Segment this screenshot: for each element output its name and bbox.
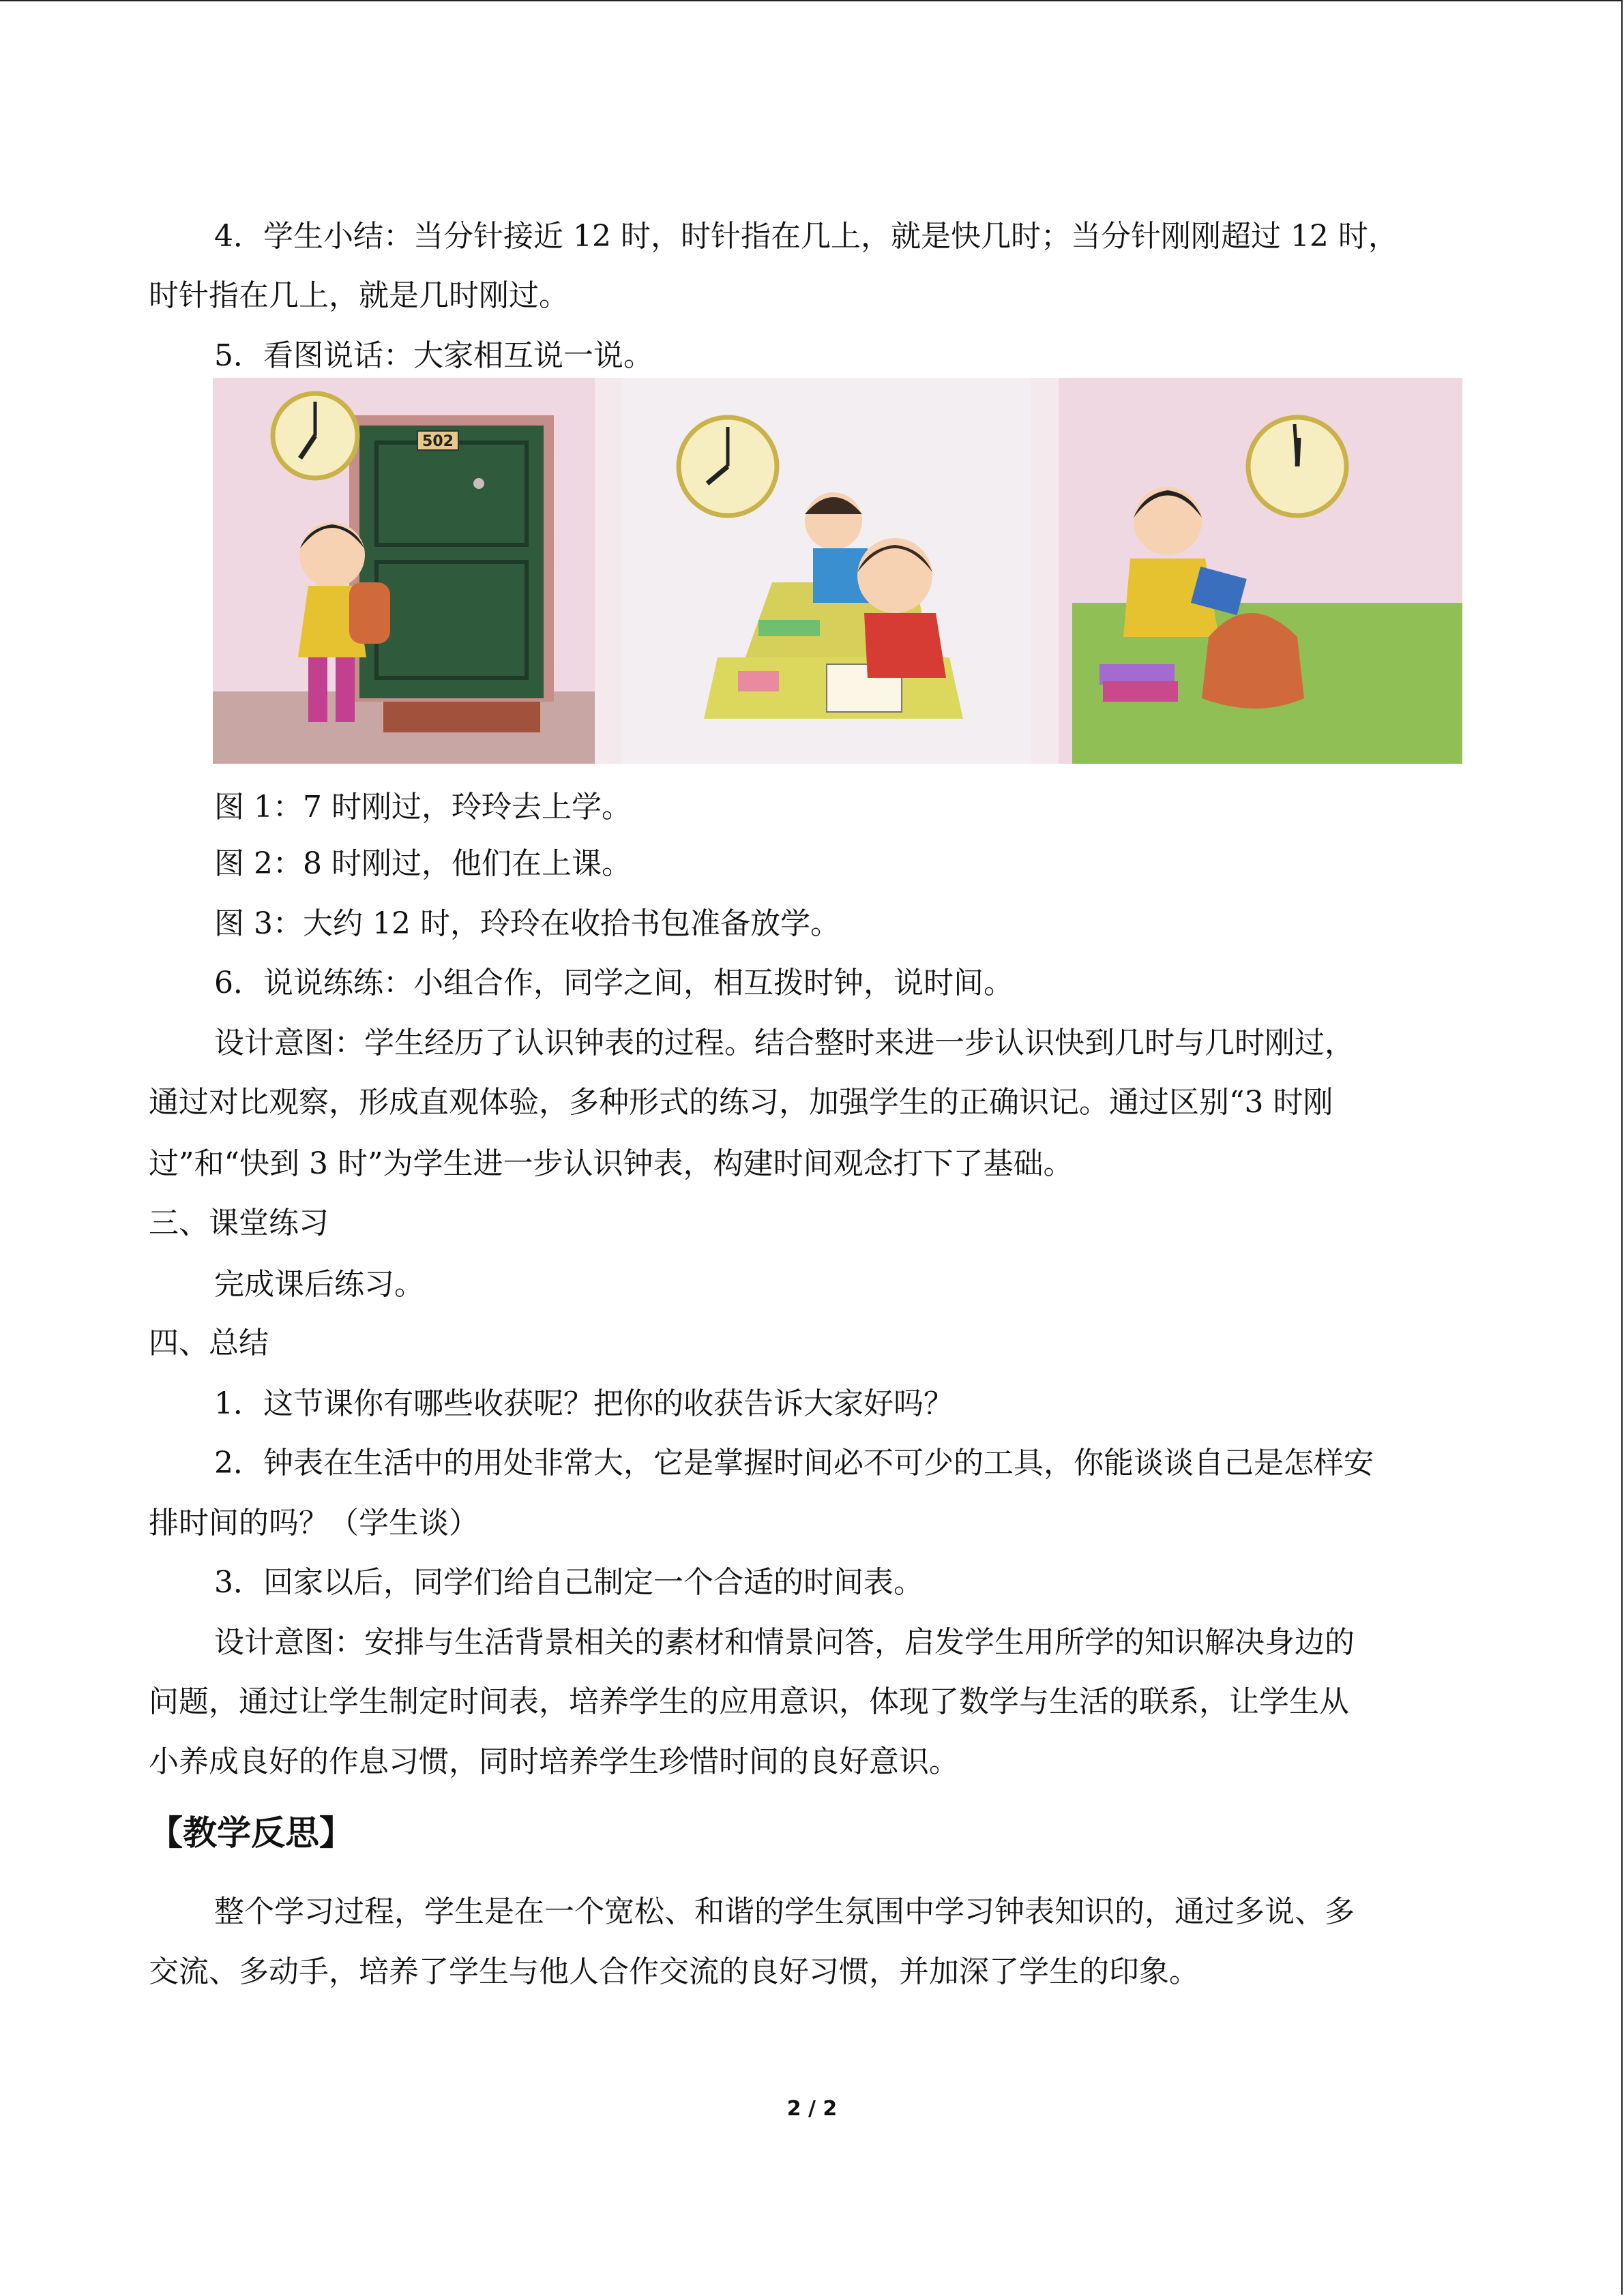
- design-intent-1-line-2: 通过对比观察，形成直观体验，多种形式的练习，加强学生的正确识记。通过区别“3 时刚: [149, 1085, 1333, 1120]
- clock-icon-eight: [679, 417, 777, 516]
- summary-item-1: 1．这节课你有哪些收获呢？把你的收获告诉大家好吗？: [214, 1386, 954, 1421]
- picture-talk-instruction: 5．看图说话：大家相互说一说。: [214, 338, 653, 373]
- caption-figure-2: 图 2：8 时刚过，他们在上课。: [214, 846, 632, 881]
- summary-line-2: 时针指在几上，就是几时刚过。: [149, 278, 569, 313]
- illustration-svg: [213, 378, 1462, 764]
- illustration-three-scenes: [213, 378, 1462, 764]
- summary-item-2-line-1: 2．钟表在生活中的用处非常大，它是掌握时间必不可少的工具，你能谈谈自己是怎样安: [214, 1446, 1374, 1480]
- caption-figure-3: 图 3：大约 12 时，玲玲在收拾书包准备放学。: [214, 906, 840, 941]
- caption-figure-1: 图 1：7 时刚过，玲玲去上学。: [214, 790, 632, 824]
- design-intent-1-line-1: 设计意图：学生经历了认识钟表的过程。结合整时来进一步认识快到几时与几时刚过，: [214, 1026, 1355, 1060]
- scene-in-class: [622, 378, 1031, 764]
- section-classroom-practice: 三、课堂练习: [149, 1206, 329, 1240]
- design-intent-2-line-1: 设计意图：安排与生活背景相关的素材和情景问答，启发学生用所学的知识解决身边的: [214, 1625, 1355, 1660]
- clock-icon-twelve: [1248, 417, 1346, 516]
- scene-going-to-school: [213, 378, 595, 764]
- reflection-line-1: 整个学习过程，学生是在一个宽松、和谐的学生氛围中学习钟表知识的，通过多说、多: [214, 1894, 1355, 1929]
- teaching-reflection-heading: 【教学反思】: [149, 1813, 353, 1853]
- practice-instruction: 6．说说练练：小组合作，同学之间，相互拨时钟，说时间。: [214, 966, 1014, 1000]
- doormat: [383, 702, 540, 732]
- summary-item-2-line-2: 排时间的吗？（学生谈）: [149, 1506, 479, 1540]
- section-summary: 四、总结: [149, 1326, 269, 1360]
- reflection-line-2: 交流、多动手，培养了学生与他人合作交流的良好习惯，并加深了学生的印象。: [149, 1954, 1199, 1989]
- summary-line-1: 4．学生小结：当分针接近 12 时，时针指在几上，就是快几时；当分针刚刚超过 12 时，: [214, 219, 1398, 254]
- scene-packing-bag: [1059, 378, 1462, 764]
- design-intent-2-line-2: 问题，通过让学生制定时间表，培养学生的应用意识，体现了数学与生活的联系，让学生从: [149, 1684, 1349, 1719]
- design-intent-1-line-3: 过”和“快到 3 时”为学生进一步认识钟表，构建时间观念打下了基础。: [149, 1146, 1074, 1181]
- page-number: 2 / 2: [786, 2097, 838, 2121]
- door-number: 502: [422, 433, 454, 450]
- clock-icon-seven: [273, 393, 357, 478]
- design-intent-2-line-3: 小养成良好的作息习惯，同时培养学生珍惜时间的良好意识。: [149, 1744, 959, 1779]
- summary-item-3: 3．回家以后，同学们给自己制定一个合适的时间表。: [214, 1565, 924, 1600]
- classroom-practice-body: 完成课后练习。: [214, 1267, 424, 1302]
